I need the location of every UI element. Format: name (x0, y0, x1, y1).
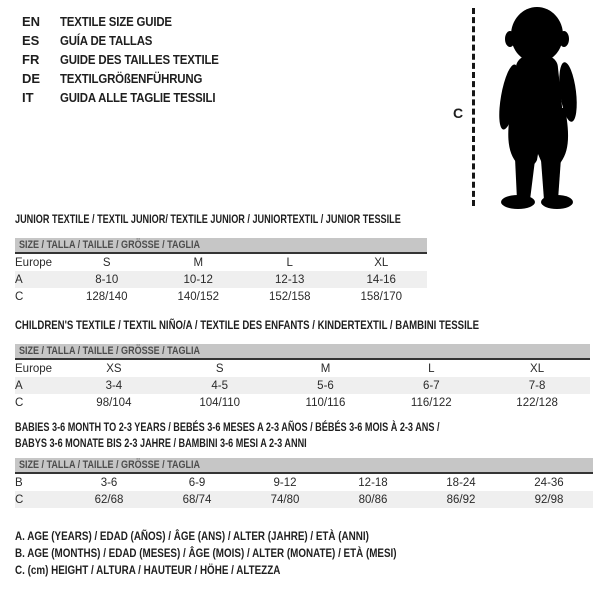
row-label: C (15, 396, 24, 409)
language-code: FR (22, 52, 40, 67)
language-row-it (22, 88, 240, 107)
language-title-list (22, 12, 240, 107)
height-cell: 62/68 (65, 491, 153, 508)
section-heading-junior (15, 211, 523, 227)
section-heading-text-line1: BABIES 3-6 MONTH TO 2-3 YEARS / BEBÉS 3-6 MESES A 2-3 AÑOS / BÉBÉS 3-6 MOIS À 2-3 ANS / (15, 420, 440, 434)
size-cell: S (215, 362, 224, 375)
height-cell: 110/116 (305, 396, 346, 409)
age-cell: 3-6 (100, 476, 118, 489)
language-code: IT (22, 90, 34, 105)
footnote-b (15, 546, 480, 563)
size-header-row (15, 344, 590, 359)
height-cell: 128/140 (85, 290, 128, 303)
language-code: EN (22, 14, 41, 29)
footnote-c-text: C. (cm) HEIGHT / ALTURA / HAUTEUR / HÖHE / ALTEZZA (15, 563, 281, 577)
height-cell: 122/128 (516, 396, 558, 409)
height-cell: 104/110 (199, 396, 241, 409)
size-header-cell (15, 238, 427, 253)
size-cell: S (102, 256, 111, 269)
toddler-silhouette-icon (482, 4, 594, 212)
footnote-a-text: A. AGE (YEARS) / EDAD (AÑOS) / ÂGE (ANS) / ALTER (JAHRE) / ETÀ (ANNI) (15, 529, 369, 543)
age-cell: 4-5 (167, 377, 273, 394)
age-cell: 6-7 (378, 377, 484, 394)
age-cell: 8-10 (61, 271, 153, 288)
footnote-b-text: B. AGE (MONTHS) / EDAD (MESES) / ÂGE (MOIS) / ALTER (MONATE) / ETÀ (MESI) (15, 546, 397, 560)
age-cell: 6-9 (188, 476, 206, 489)
table-row-europe (15, 359, 590, 377)
age-cell: 18-24 (446, 476, 476, 489)
size-table-junior (15, 238, 427, 305)
age-cell: 24-36 (534, 476, 564, 489)
size-cell: XL (530, 362, 545, 375)
size-header-text: SIZE / TALLA / TAILLE / GRÖSSE / TAGLIA (19, 459, 201, 471)
section-heading-text: JUNIOR TEXTILE / TEXTIL JUNIOR/ TEXTILE JUNIOR / JUNIORTEXTIL / JUNIOR TESSILE (15, 212, 401, 226)
language-code: DE (22, 71, 41, 86)
table-row-europe (15, 253, 427, 271)
row-label: C (15, 491, 65, 508)
height-measure-label: C (453, 105, 464, 121)
table-row-age (15, 377, 590, 394)
size-header-text: SIZE / TALLA / TAILLE / GRÖSSE / TAGLIA (19, 239, 201, 251)
age-cell: 5-6 (273, 377, 379, 394)
height-cell: 98/104 (96, 396, 132, 409)
footnote-c (15, 563, 480, 580)
table-row-height (15, 491, 593, 508)
section-heading-text-line2: BABYS 3-6 MONATE BIS 2-3 JAHRE / BAMBINI 3-6 MESI A 2-3 ANNI (15, 436, 307, 450)
table-row-height (15, 394, 590, 411)
row-label: Europe (15, 362, 53, 375)
language-code: ES (22, 33, 40, 48)
age-cell: 12-13 (244, 271, 336, 288)
language-row-fr (22, 50, 240, 69)
section-heading-children (15, 317, 595, 333)
height-cell: 116/122 (410, 396, 452, 409)
height-cell: 74/80 (241, 491, 329, 508)
table-row-months (15, 473, 593, 491)
row-label: Europe (15, 256, 53, 269)
row-label: B (15, 476, 23, 489)
height-cell: 140/152 (177, 290, 220, 303)
size-header-cell (15, 344, 590, 359)
section-heading-text: CHILDREN'S TEXTILE / TEXTIL NIÑO/A / TEXTILE DES ENFANTS / KINDERTEXTIL / BAMBINI TESSILE (15, 318, 480, 332)
size-header-cell (15, 458, 593, 473)
age-cell: 12-18 (358, 476, 388, 489)
footnote-a (15, 529, 480, 546)
size-table-babies (15, 458, 593, 508)
size-header-text: SIZE / TALLA / TAILLE / GRÖSSE / TAGLIA (19, 345, 201, 357)
language-title: TEXTILGRÖßENFÜHRUNG (60, 71, 203, 86)
language-row-en (22, 12, 240, 31)
section-heading-babies (15, 419, 574, 451)
table-row-height (15, 288, 427, 305)
age-cell: 10-12 (153, 271, 245, 288)
table-row-age (15, 271, 427, 288)
size-table-children (15, 344, 590, 411)
language-row-es (22, 31, 240, 50)
size-cell: M (320, 362, 331, 375)
row-label: A (15, 271, 61, 288)
age-cell: 14-16 (336, 271, 428, 288)
size-cell: M (193, 256, 204, 269)
age-cell: 9-12 (273, 476, 297, 489)
row-label: C (15, 290, 24, 303)
size-cell: L (286, 256, 293, 269)
language-title: GUÍA DE TALLAS (60, 33, 153, 48)
height-cell: 92/98 (505, 491, 593, 508)
language-title: GUIDA ALLE TAGLIE TESSILI (60, 90, 216, 105)
language-row-de (22, 69, 240, 88)
height-cell: 86/92 (417, 491, 505, 508)
row-label: A (15, 377, 61, 394)
size-header-row (15, 238, 427, 253)
height-cell: 68/74 (153, 491, 241, 508)
height-cell: 80/86 (329, 491, 417, 508)
height-cell: 158/170 (360, 290, 403, 303)
height-measure-dashed-line (472, 8, 475, 206)
age-cell: 7-8 (484, 377, 590, 394)
size-header-row (15, 458, 593, 473)
language-title: GUIDE DES TAILLES TEXTILE (60, 52, 219, 67)
age-cell: 3-4 (61, 377, 167, 394)
height-cell: 152/158 (268, 290, 311, 303)
size-cell: XS (106, 362, 122, 375)
size-cell: L (428, 362, 435, 375)
language-title: TEXTILE SIZE GUIDE (60, 14, 172, 29)
size-cell: XL (374, 256, 389, 269)
legend-footnotes (15, 529, 480, 580)
